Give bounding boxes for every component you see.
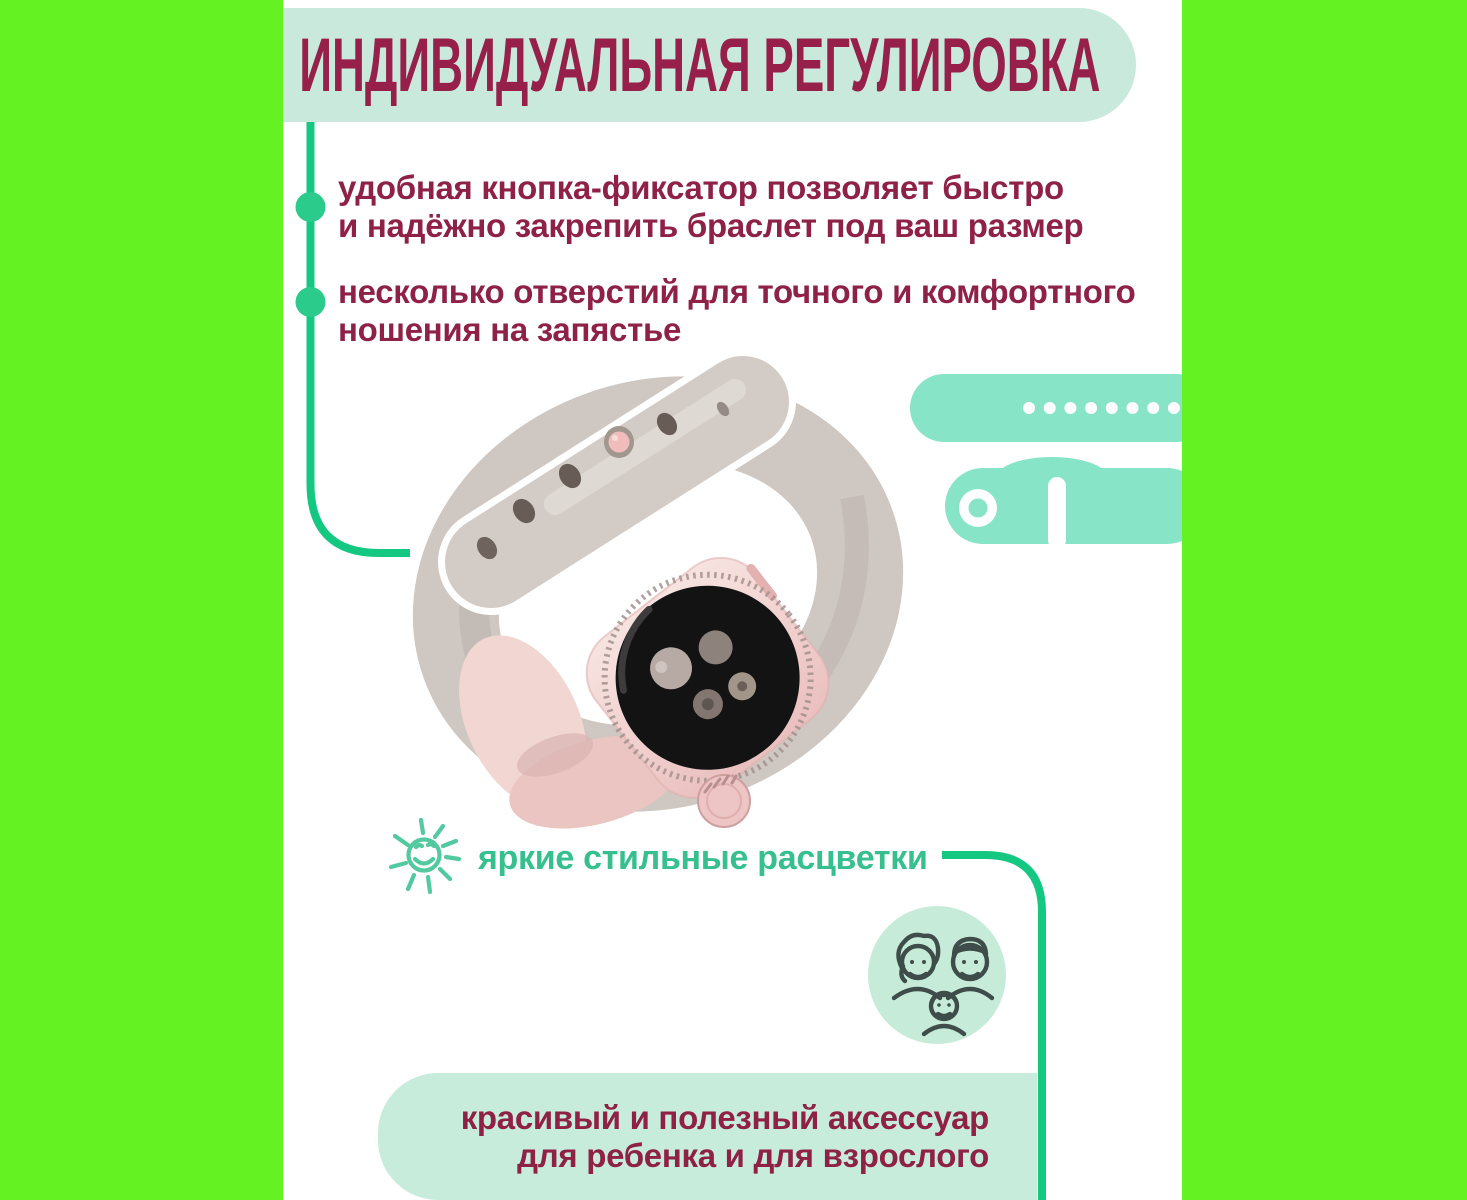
family-badge (868, 906, 1006, 1044)
bottom-banner (378, 1073, 1037, 1200)
feature-label: яркие стильные расцветки (478, 839, 928, 877)
bullet-1-line-2: и надёжно закрепить браслет под ваш размер (338, 207, 1084, 244)
family-icon (868, 906, 1006, 1044)
bullet-dot-2 (296, 287, 326, 317)
left-green-border (0, 0, 283, 1200)
sun-smiley-icon (382, 815, 468, 899)
watch-photo-illustration (405, 352, 905, 832)
right-green-border (1182, 0, 1467, 1200)
bullet-1-line-1: удобная кнопка-фиксатор позволяет быстро (338, 169, 1064, 206)
bullet-item-1 (338, 169, 1083, 245)
bullet-2-line-1: несколько отверстий для точного и комфортного (338, 273, 1136, 310)
bottom-banner-line-1: красивый и полезный аксессуар (460, 1099, 989, 1136)
band-illustration (900, 362, 1190, 568)
bullet-2-line-2: ношения на запястье (338, 311, 682, 348)
teal-strap-with-holes (910, 374, 1190, 442)
digital-crown (698, 775, 750, 827)
bottom-banner-text (461, 1099, 989, 1175)
bullet-dot-1 (296, 192, 326, 222)
teal-strap-with-pin (945, 457, 1190, 549)
bullet-item-2 (338, 273, 1135, 349)
band-pin-stud (604, 426, 634, 458)
pin-slot (1048, 477, 1066, 549)
bottom-banner-line-2: для ребенка и для взрослого (517, 1137, 989, 1174)
title-banner (283, 8, 1136, 122)
page-title: ИНДИВИДУАЛЬНАЯ РЕГУЛИРОВКА (299, 22, 1101, 108)
